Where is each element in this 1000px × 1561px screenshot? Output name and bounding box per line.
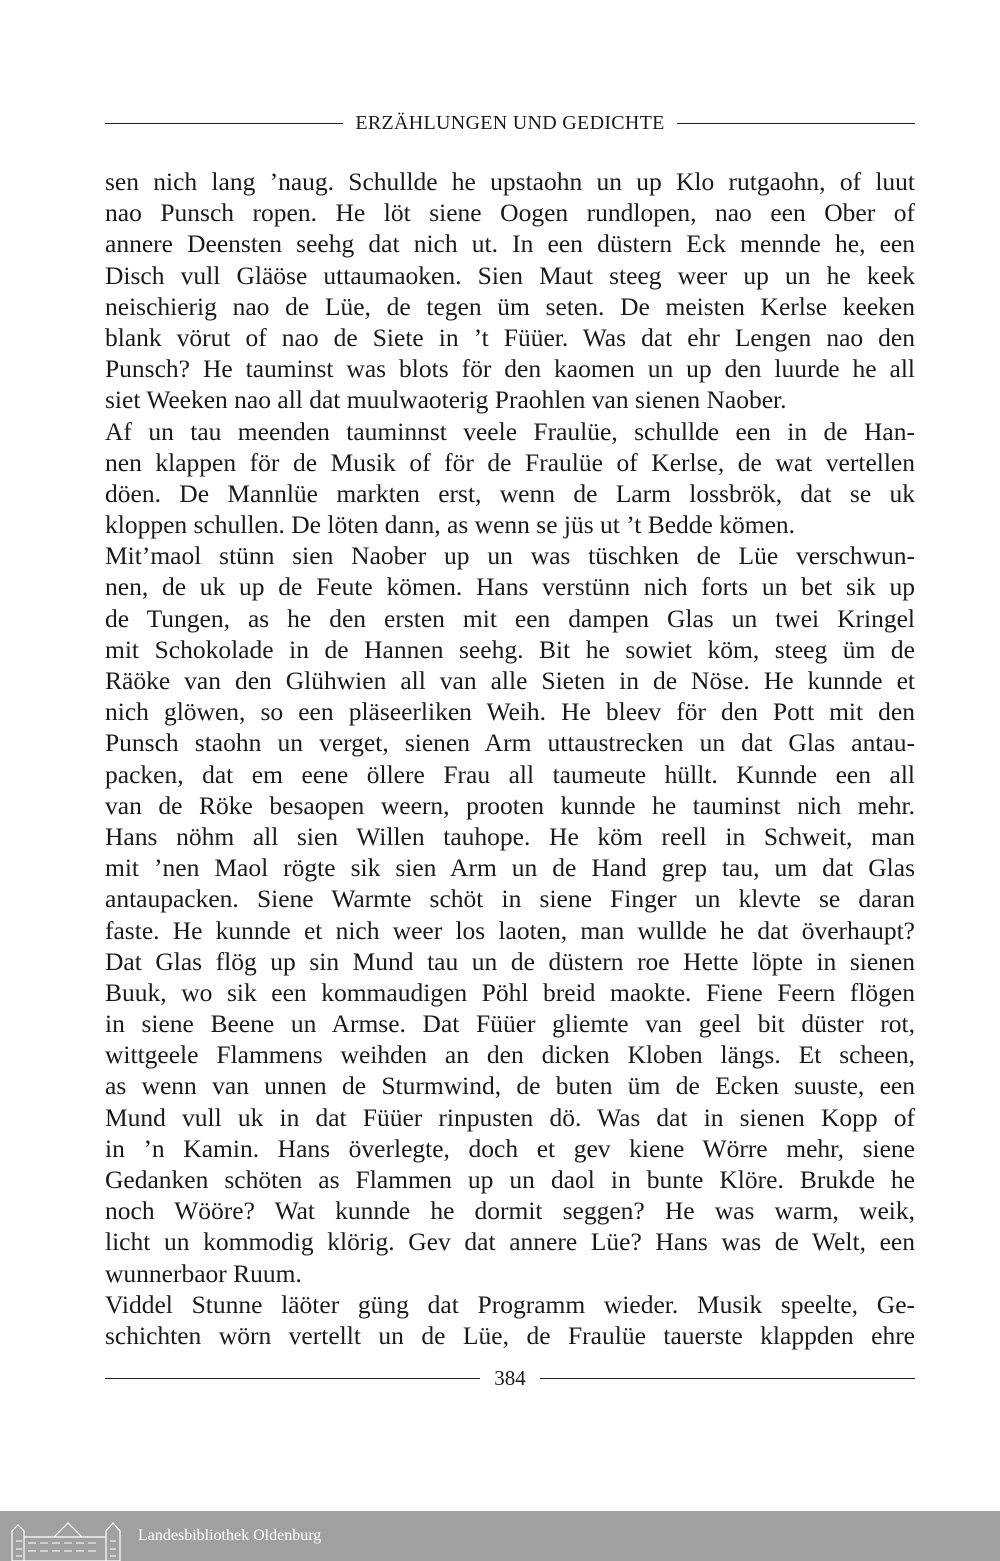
body-text (105, 166, 915, 1351)
text-line: wittgeele Flammens weihden an den dicken Kloben längs. Et scheen, (105, 1040, 915, 1070)
running-head (105, 112, 915, 135)
text-line: nich glöwen, so een pläseerliken Weih. He bleev för den Pott mit den (105, 697, 915, 727)
text-line: as wenn van unnen de Sturmwind, de buten üm de Ecken suuste, een (105, 1071, 915, 1101)
text-line: nen klappen för de Musik of för de Fraulüe of Kerlse, de wat vertellen (105, 447, 915, 477)
text-line: Punsch staohn un verget, sienen Arm uttaustrecken un dat Glas antau- (105, 728, 915, 758)
text-line: faste. He kunnde et nich weer los laoten, man wullde he dat överhaupt? (105, 915, 915, 945)
text-line: schichten wörn vertellt un de Lüe, de Fraulüe tauerste klappden ehre (105, 1320, 915, 1350)
library-building-icon (6, 1511, 124, 1561)
running-head-title: ERZÄHLUNGEN UND GEDICHTE (355, 112, 665, 134)
header-rule-right (677, 123, 915, 124)
text-line: Gedanken schöten as Flammen up un daol in bunte Klöre. Brukde he (105, 1165, 915, 1194)
text-line: sen nich lang ’naug. Schullde he upstaohn un up Klo rutgaohn, of luut (105, 167, 915, 196)
header-rule-left (105, 123, 343, 124)
text-line: neischierig nao de Lüe, de tegen üm seten. De meisten Kerlse keeken (105, 291, 915, 321)
text-line: kloppen schullen. De löten dann, as wenn se jüs ut ’t Bedde kömen. (105, 510, 796, 540)
text-line: Viddel Stunne läöter güng dat Programm wieder. Musik speelte, Ge- (105, 1289, 915, 1319)
text-line: siet Weeken nao all dat muulwaoterig Praohlen van sienen Naober. (105, 385, 787, 415)
text-line: licht un kommodig klörig. Gev dat annere Lüe? Hans was de Welt, een (105, 1227, 915, 1257)
text-line: Disch vull Gläöse uttaumaoken. Sien Maut steeg weer up un he keek (105, 260, 915, 290)
text-line: mit Schokolade in de Hannen seehg. Bit he sowiet köm, steeg üm de (105, 634, 915, 664)
text-line: wunnerbaor Ruum. (105, 1258, 302, 1288)
text-line: Buuk, wo sik een kommaudigen Pöhl breid maokte. Fiene Feern flögen (105, 977, 915, 1007)
text-line: Hans nöhm all sien Willen tauhope. He köm reell in Schweit, man (105, 821, 915, 851)
text-line: van de Röke besaopen weern, prooten kunnde he tauminst nich mehr. (105, 790, 915, 820)
text-line: antaupacken. Siene Warmte schöt in siene Finger un klevte se daran (105, 884, 915, 914)
page-number: 384 (494, 1366, 526, 1390)
text-line: Räöke van den Glühwien all van alle Sieten in de Nöse. He kunnde et (105, 666, 915, 695)
text-line: packen, dat em eene öllere Frau all taumeute hüllt. Kunnde een all (105, 759, 915, 789)
text-line: in ’n Kamin. Hans överlegte, doch et gev kiene Wörre mehr, siene (105, 1133, 915, 1163)
footer-rule-right (540, 1378, 915, 1379)
text-line: mit ’nen Maol rögte sik sien Arm un de Hand grep tau, um dat Glas (105, 853, 915, 883)
library-footer-bar (0, 1511, 1000, 1561)
page-footer (105, 1366, 915, 1391)
library-name: Landesbibliothek Oldenburg (138, 1527, 322, 1544)
text-line: Mund vull uk in dat Füüer rinpusten dö. Was dat in sienen Kopp of (105, 1102, 915, 1132)
text-line: Punsch? He tauminst was blots för den kaomen un up den luurde he all (105, 354, 915, 384)
text-line: in siene Beene un Armse. Dat Füüer gliemte van geel bit düster rot, (105, 1009, 915, 1039)
text-line: noch Wööre? Wat kunnde he dormit seggen? He was warm, weik, (105, 1196, 915, 1226)
text-line: blank vörut of nao de Siete in ’t Füüer. Was dat ehr Lengen nao den (105, 322, 915, 352)
text-line: annere Deensten seehg dat nich ut. In een düstern Eck mennde he, een (105, 229, 915, 259)
text-line: Af un tau meenden tauminnst veele Fraulüe, schullde een in de Han- (105, 416, 915, 446)
text-line: Mit’maol stünn sien Naober up un was tüschken de Lüe verschwun- (105, 541, 915, 571)
text-line: Dat Glas flög up sin Mund tau un de düstern roe Hette löpte in sienen (105, 946, 915, 976)
text-line: döen. De Mannlüe markten erst, wenn de Larm lossbrök, dat se uk (105, 478, 915, 508)
text-line: nao Punsch ropen. He löt siene Oogen rundlopen, nao een Ober of (105, 198, 915, 228)
text-line: de Tungen, as he den ersten mit een dampen Glas un twei Kringel (105, 603, 915, 633)
footer-rule-left (105, 1378, 480, 1379)
text-line: nen, de uk up de Feute kömen. Hans verstünn nich forts un bet sik up (105, 572, 915, 602)
